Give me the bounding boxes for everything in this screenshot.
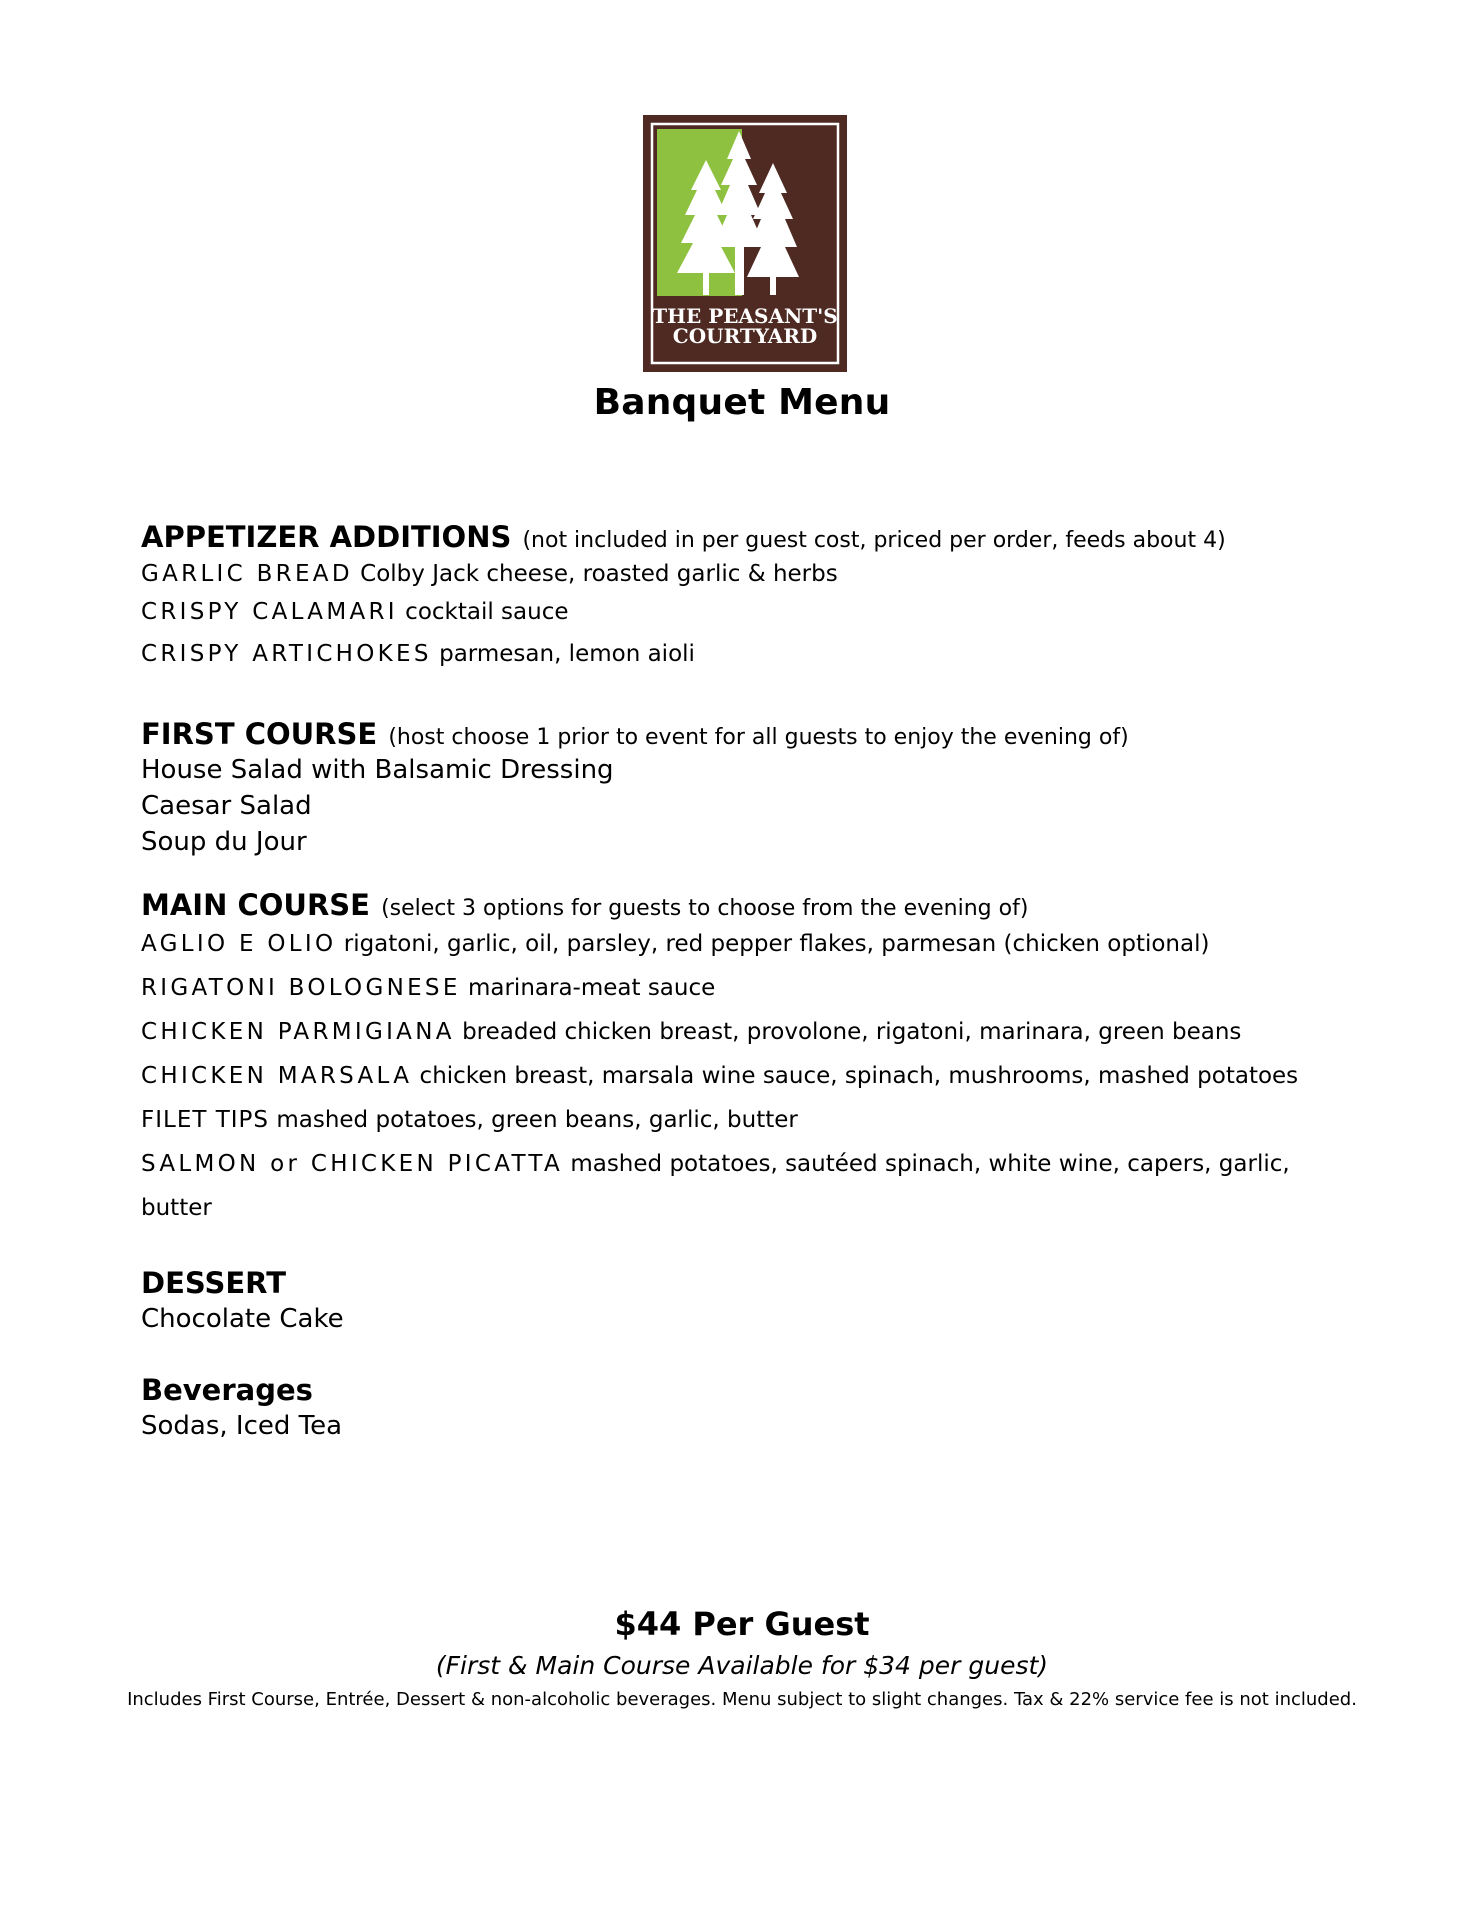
menu-item bbox=[141, 557, 1341, 591]
section-note: (not included in per guest cost, priced per order, feeds about 4) bbox=[522, 528, 1226, 553]
fine-print: Includes First Course, Entrée, Dessert & non-alcoholic beverages. Menu subject to slight changes. Tax & 22% service fee is not included. bbox=[127, 1689, 1357, 1710]
section-title: FIRST COURSE bbox=[141, 716, 378, 751]
menu-item: Caesar Salad bbox=[141, 790, 312, 821]
tree-logo-icon bbox=[643, 115, 847, 372]
dish-name: GARLIC BREAD bbox=[141, 560, 353, 587]
menu-item bbox=[141, 591, 1341, 633]
dish-name: FILET TIPS bbox=[141, 1107, 270, 1134]
section-title: APPETIZER ADDITIONS bbox=[141, 520, 512, 554]
section-title: DESSERT bbox=[141, 1266, 286, 1301]
svg-text:COURTYARD: COURTYARD bbox=[672, 324, 818, 348]
appetizer-section bbox=[141, 520, 1341, 675]
restaurant-logo bbox=[643, 115, 847, 372]
dish-name: AGLIO E OLIO bbox=[141, 931, 337, 958]
menu-item bbox=[141, 1010, 1341, 1054]
dish-name: SALMON or CHICKEN PICATTA bbox=[141, 1151, 564, 1178]
menu-item bbox=[141, 922, 1341, 966]
dessert-section bbox=[141, 1266, 1341, 1337]
dish-description: marinara-meat sauce bbox=[467, 975, 716, 1002]
menu-item: Soup du Jour bbox=[141, 826, 307, 857]
menu-item: House Salad with Balsamic Dressing bbox=[141, 754, 614, 785]
menu-item bbox=[141, 633, 1341, 675]
menu-item bbox=[141, 1098, 1341, 1142]
first-course-section bbox=[141, 717, 1341, 860]
menu-item: Chocolate Cake bbox=[141, 1304, 344, 1335]
dish-description: breaded chicken breast, provolone, rigatoni, marinara, green beans bbox=[462, 1019, 1242, 1046]
dish-name: CRISPY ARTICHOKES bbox=[141, 640, 432, 667]
dish-name: CRISPY CALAMARI bbox=[141, 598, 398, 625]
dish-description: Colby Jack cheese, roasted garlic & herbs bbox=[360, 560, 838, 587]
section-note: (host choose 1 prior to event for all guests to enjoy the evening of) bbox=[388, 724, 1129, 750]
section-note: (select 3 options for guests to choose from the evening of) bbox=[381, 895, 1029, 921]
dish-name: CHICKEN MARSALA bbox=[141, 1063, 413, 1090]
dish-description: mashed potatoes, green beans, garlic, butter bbox=[276, 1107, 798, 1134]
appetizer-heading bbox=[141, 520, 1341, 555]
alternate-price: (First & Main Course Available for $34 per guest) bbox=[435, 1651, 1049, 1680]
first-course-heading bbox=[141, 717, 1341, 752]
section-title: Beverages bbox=[141, 1373, 313, 1408]
menu-item: Sodas, Iced Tea bbox=[141, 1410, 343, 1441]
menu-item bbox=[141, 1142, 1331, 1230]
dish-description: rigatoni, garlic, oil, parsley, red pepper flakes, parmesan (chicken optional) bbox=[343, 931, 1210, 958]
dish-description: cocktail sauce bbox=[405, 598, 569, 625]
dessert-heading bbox=[141, 1266, 1341, 1301]
dish-name: CHICKEN PARMIGIANA bbox=[141, 1019, 455, 1046]
menu-item bbox=[141, 1054, 1341, 1098]
page-title: Banquet Menu bbox=[593, 382, 891, 423]
beverages-heading bbox=[141, 1373, 1341, 1408]
main-course-section bbox=[141, 888, 1341, 1231]
dish-name: RIGATONI BOLOGNESE bbox=[141, 975, 461, 1002]
dish-description: chicken breast, marsala wine sauce, spinach, mushrooms, mashed potatoes bbox=[419, 1063, 1299, 1090]
beverages-section bbox=[141, 1373, 1341, 1444]
price-per-guest: $44 Per Guest bbox=[614, 1605, 870, 1643]
menu-item bbox=[141, 966, 1341, 1010]
section-title: MAIN COURSE bbox=[141, 887, 370, 922]
dish-description: mashed potatoes, sautéed spinach, white wine, capers, garlic, butter bbox=[141, 1151, 1290, 1222]
svg-text:THE PEASANT'S: THE PEASANT'S bbox=[652, 304, 838, 328]
menu-content bbox=[141, 520, 1341, 1444]
main-course-heading bbox=[141, 888, 1341, 923]
dish-description: parmesan, lemon aioli bbox=[439, 640, 695, 667]
